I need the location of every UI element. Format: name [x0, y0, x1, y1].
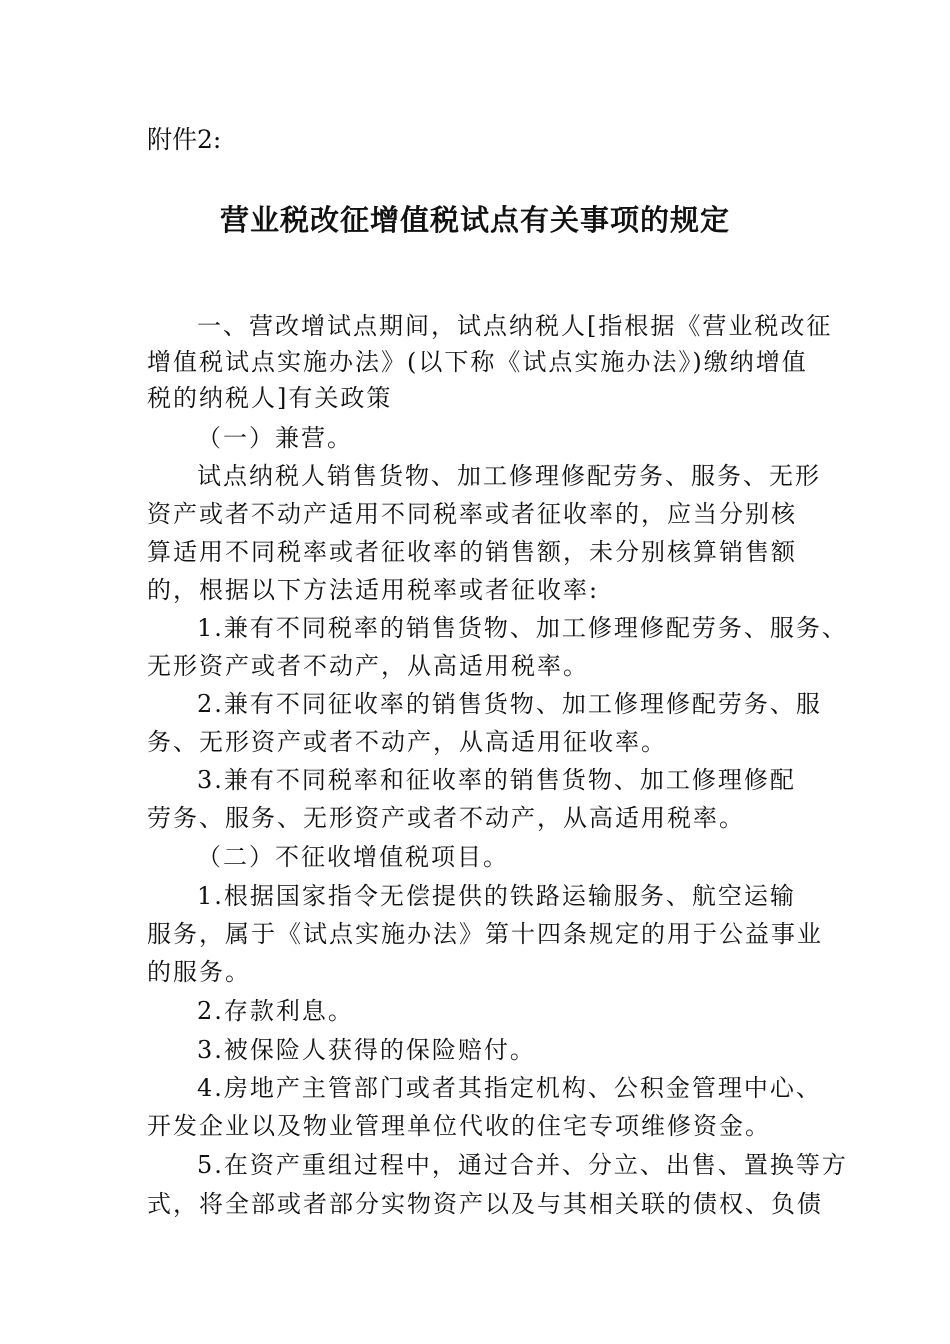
text-line: 4.房地产主管部门或者其指定机构、公积金管理中心、 [197, 1074, 822, 1102]
text-line: 务、无形资产或者不动产，从高适用征收率。 [147, 728, 667, 756]
document-body [147, 0, 848, 1344]
text-line: 劳务、服务、无形资产或者不动产，从高适用税率。 [147, 804, 745, 832]
text-line: 3.兼有不同税率和征收率的销售货物、加工修理修配 [197, 766, 796, 794]
document-title: 营业税改征增值税试点有关事项的规定 [219, 203, 730, 237]
text-line: 增值税试点实施办法》(以下称《试点实施办法》)缴纳增值 [147, 348, 808, 376]
text-line: 2.兼有不同征收率的销售货物、加工修理修配劳务、服 [197, 690, 822, 718]
text-line: 1.兼有不同税率的销售货物、加工修理修配劳务、服务、 [197, 614, 848, 642]
text-line: 5.在资产重组过程中，通过合并、分立、出售、置换等方 [197, 1151, 848, 1179]
section-heading: （一）兼营。 [197, 424, 353, 452]
text-line: 2.存款利息。 [197, 997, 354, 1025]
text-line: 的服务。 [147, 958, 251, 986]
text-line: 算适用不同税率或者征收率的销售额，未分别核算销售额 [147, 538, 797, 566]
text-line: 税的纳税人]有关政策 [147, 384, 393, 412]
attachment-label: 附件2: [147, 125, 222, 154]
text-line: 的，根据以下方法适用税率或者征收率: [147, 576, 600, 604]
text-line: 开发企业以及物业管理单位代收的住宅专项维修资金。 [147, 1112, 771, 1140]
text-line: 一、营改增试点期间，试点纳税人[指根据《营业税改征 [197, 312, 833, 340]
text-line: 1.根据国家指令无偿提供的铁路运输服务、航空运输 [197, 882, 796, 910]
text-line: 服务，属于《试点实施办法》第十四条规定的用于公益事业 [147, 920, 823, 948]
text-line: 试点纳税人销售货物、加工修理修配劳务、服务、无形 [197, 462, 821, 490]
text-line: 无形资产或者不动产，从高适用税率。 [147, 652, 589, 680]
section-heading: （二）不征收增值税项目。 [197, 843, 509, 871]
text-line: 式，将全部或者部分实物资产以及与其相关联的债权、负债 [147, 1190, 823, 1218]
text-line: 3.被保险人获得的保险赔付。 [197, 1036, 536, 1064]
text-line: 资产或者不动产适用不同税率或者征收率的，应当分别核 [147, 500, 797, 528]
